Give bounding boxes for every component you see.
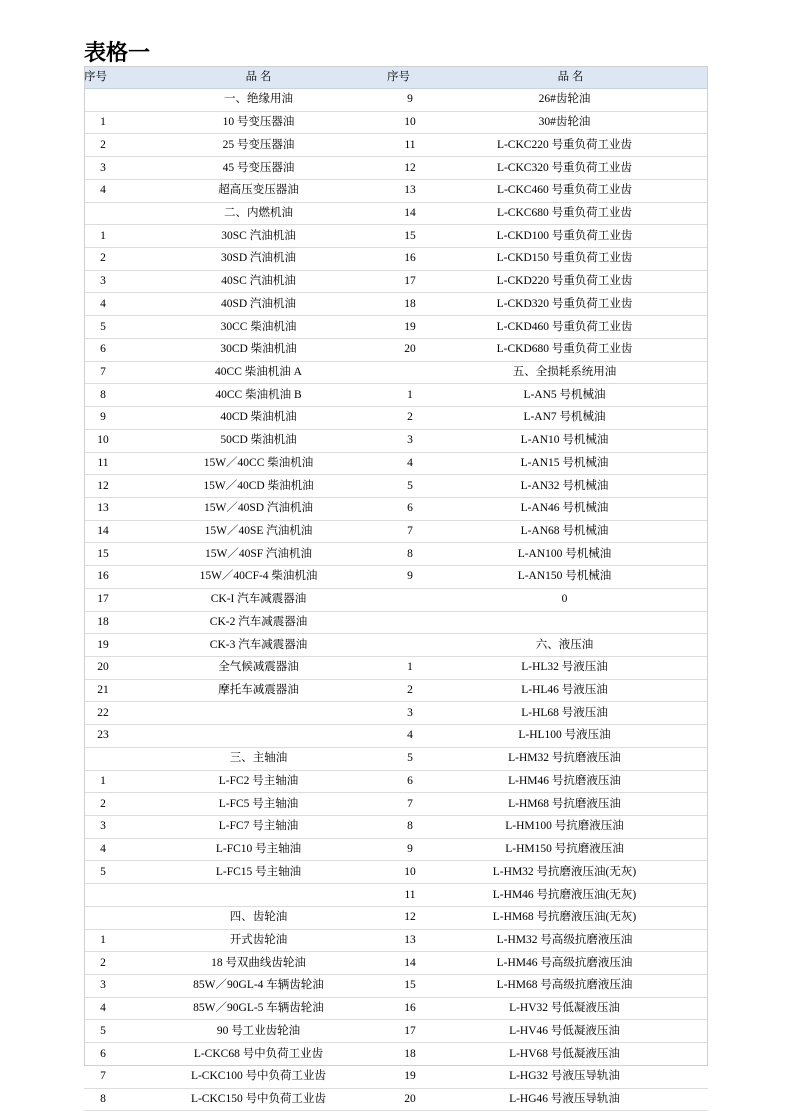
seq-cell-2: 11 [387,134,433,157]
seq-cell-2: 7 [387,520,433,543]
table-row [84,543,708,566]
name-cell-2: L-HG32 号液压导轨油 [433,1065,708,1088]
table-row [84,179,708,202]
seq-cell: 5 [84,861,130,884]
header-name-2: 品 名 [433,67,708,89]
seq-cell: 8 [84,1088,130,1111]
seq-cell-2 [387,611,433,634]
name-cell-2: L-HM32 号高级抗磨液压油 [433,929,708,952]
seq-cell-2: 6 [387,770,433,793]
name-cell-2: L-HM32 号抗磨液压油 [433,747,708,770]
name-cell: L-CKC100 号中负荷工业齿 [130,1065,387,1088]
seq-cell-2: 17 [387,1020,433,1043]
name-cell: 30CD 柴油机油 [130,338,387,361]
name-cell: 15W／40CC 柴油机油 [130,452,387,475]
seq-cell: 1 [84,770,130,793]
seq-cell-2: 11 [387,884,433,907]
seq-cell: 18 [84,611,130,634]
seq-cell-2: 5 [387,475,433,498]
name-cell-2: L-HM32 号抗磨液压油(无灰) [433,861,708,884]
seq-cell-2 [387,361,433,384]
seq-cell-2: 1 [387,384,433,407]
name-cell-2: 26#齿轮油 [433,89,708,112]
table-row [84,679,708,702]
seq-cell: 13 [84,497,130,520]
name-cell: 18 号双曲线齿轮油 [130,952,387,975]
seq-cell-2: 14 [387,202,433,225]
name-cell-2: L-CKD220 号重负荷工业齿 [433,270,708,293]
seq-cell: 22 [84,702,130,725]
name-cell-2: L-HM46 号高级抗磨液压油 [433,952,708,975]
name-cell-2: L-HG46 号液压导轨油 [433,1088,708,1111]
name-cell: 30SD 汽油机油 [130,248,387,271]
name-cell: L-FC7 号主轴油 [130,816,387,839]
seq-cell: 9 [84,407,130,430]
name-cell-2: L-HV32 号低凝液压油 [433,997,708,1020]
seq-cell [84,89,130,112]
name-cell-2: L-HM68 号抗磨液压油(无灰) [433,906,708,929]
seq-cell: 1 [84,111,130,134]
seq-cell-2: 9 [387,838,433,861]
table-row [84,952,708,975]
seq-cell: 3 [84,157,130,180]
name-cell-2: L-HM68 号抗磨液压油 [433,793,708,816]
seq-cell: 7 [84,1065,130,1088]
name-cell-2: L-AN68 号机械油 [433,520,708,543]
seq-cell-2: 20 [387,1088,433,1111]
seq-cell: 4 [84,838,130,861]
name-cell: 40SC 汽油机油 [130,270,387,293]
seq-cell: 2 [84,793,130,816]
name-cell-2: L-AN10 号机械油 [433,429,708,452]
name-cell: 15W／40CF-4 柴油机油 [130,566,387,589]
seq-cell-2: 4 [387,725,433,748]
name-cell: 45 号变压器油 [130,157,387,180]
table-row [84,838,708,861]
name-cell-2: L-HM68 号高级抗磨液压油 [433,975,708,998]
table-row [84,384,708,407]
name-cell-2: L-CKD100 号重负荷工业齿 [433,225,708,248]
name-cell-2: L-HM150 号抗磨液压油 [433,838,708,861]
table-row [84,429,708,452]
name-cell-2: L-CKD150 号重负荷工业齿 [433,248,708,271]
seq-cell: 4 [84,293,130,316]
seq-cell-2: 9 [387,89,433,112]
table-row [84,316,708,339]
table-row [84,634,708,657]
name-cell-2: L-AN32 号机械油 [433,475,708,498]
table-row [84,225,708,248]
seq-cell-2: 18 [387,1043,433,1066]
table-row [84,702,708,725]
name-cell: CK-3 汽车减震器油 [130,634,387,657]
seq-cell: 8 [84,384,130,407]
name-cell: CK-I 汽车减震器油 [130,588,387,611]
name-cell: 15W／40SF 汽油机油 [130,543,387,566]
seq-cell-2: 20 [387,338,433,361]
seq-cell: 15 [84,543,130,566]
table-row [84,906,708,929]
name-cell-2: L-AN15 号机械油 [433,452,708,475]
seq-cell: 16 [84,566,130,589]
name-cell-2: L-HM100 号抗磨液压油 [433,816,708,839]
name-cell-2: L-HV68 号低凝液压油 [433,1043,708,1066]
seq-cell: 4 [84,179,130,202]
header-seq: 序号 [84,67,130,89]
name-cell [130,702,387,725]
seq-cell [84,884,130,907]
seq-cell-2: 15 [387,225,433,248]
table-row [84,89,708,112]
table-row [84,111,708,134]
seq-cell: 17 [84,588,130,611]
seq-cell-2 [387,588,433,611]
table-header-row [84,67,708,89]
seq-cell: 2 [84,952,130,975]
table-row [84,293,708,316]
seq-cell-2 [387,634,433,657]
name-cell: L-FC2 号主轴油 [130,770,387,793]
seq-cell-2: 3 [387,429,433,452]
name-cell: 40SD 汽油机油 [130,293,387,316]
seq-cell-2: 7 [387,793,433,816]
seq-cell-2: 12 [387,906,433,929]
table-row [84,975,708,998]
seq-cell-2: 16 [387,248,433,271]
name-cell-2: L-CKD320 号重负荷工业齿 [433,293,708,316]
table-row [84,157,708,180]
seq-cell: 6 [84,1043,130,1066]
name-cell: L-FC5 号主轴油 [130,793,387,816]
table-row [84,725,708,748]
name-cell: 15W／40SD 汽油机油 [130,497,387,520]
table-row [84,407,708,430]
seq-cell [84,202,130,225]
table-row [84,884,708,907]
seq-cell-2: 15 [387,975,433,998]
seq-cell: 10 [84,429,130,452]
seq-cell-2: 1 [387,656,433,679]
seq-cell: 3 [84,816,130,839]
name-cell: 全气候减震器油 [130,656,387,679]
name-cell-2: L-CKC320 号重负荷工业齿 [433,157,708,180]
name-cell-2: L-AN100 号机械油 [433,543,708,566]
table-row [84,770,708,793]
name-cell: 摩托车减震器油 [130,679,387,702]
table-row [84,997,708,1020]
page-title: 表格一 [84,41,151,66]
name-cell-2: L-HM46 号抗磨液压油(无灰) [433,884,708,907]
seq-cell: 19 [84,634,130,657]
name-cell: 30CC 柴油机油 [130,316,387,339]
seq-cell: 4 [84,997,130,1020]
seq-cell-2: 10 [387,861,433,884]
name-cell: 40CC 柴油机油 B [130,384,387,407]
table-row [84,1088,708,1111]
seq-cell-2: 16 [387,997,433,1020]
name-cell: L-FC15 号主轴油 [130,861,387,884]
name-cell: 90 号工业齿轮油 [130,1020,387,1043]
table-row [84,1020,708,1043]
name-cell-2: L-HM46 号抗磨液压油 [433,770,708,793]
seq-cell-2: 8 [387,816,433,839]
name-cell: 85W／90GL-5 车辆齿轮油 [130,997,387,1020]
name-cell-2: L-HL32 号液压油 [433,656,708,679]
table-row [84,1065,708,1088]
name-cell: 10 号变压器油 [130,111,387,134]
seq-cell-2: 10 [387,111,433,134]
name-cell-2: L-CKD680 号重负荷工业齿 [433,338,708,361]
seq-cell: 21 [84,679,130,702]
name-cell-2: L-HV46 号低凝液压油 [433,1020,708,1043]
name-cell-2: L-CKC460 号重负荷工业齿 [433,179,708,202]
name-cell-2: L-AN46 号机械油 [433,497,708,520]
table-row [84,475,708,498]
name-cell: L-FC10 号主轴油 [130,838,387,861]
seq-cell: 3 [84,975,130,998]
name-cell: 40CD 柴油机油 [130,407,387,430]
table-row [84,1043,708,1066]
seq-cell: 20 [84,656,130,679]
name-cell [130,725,387,748]
seq-cell: 3 [84,270,130,293]
table-row [84,588,708,611]
table-row [84,520,708,543]
name-cell: 15W／40CD 柴油机油 [130,475,387,498]
table-row [84,270,708,293]
seq-cell: 1 [84,225,130,248]
seq-cell-2: 8 [387,543,433,566]
name-cell-2: L-CKC220 号重负荷工业齿 [433,134,708,157]
table-row [84,452,708,475]
name-cell: 一、绝缘用油 [130,89,387,112]
name-cell-2: 六、液压油 [433,634,708,657]
seq-cell: 2 [84,134,130,157]
seq-cell-2: 4 [387,452,433,475]
seq-cell-2: 19 [387,316,433,339]
seq-cell: 5 [84,1020,130,1043]
seq-cell: 5 [84,316,130,339]
seq-cell: 23 [84,725,130,748]
seq-cell [84,906,130,929]
name-cell [130,884,387,907]
name-cell: 三、主轴油 [130,747,387,770]
seq-cell: 1 [84,929,130,952]
name-cell-2: 30#齿轮油 [433,111,708,134]
seq-cell-2: 2 [387,407,433,430]
seq-cell-2: 17 [387,270,433,293]
seq-cell-2: 6 [387,497,433,520]
name-cell-2: L-HL100 号液压油 [433,725,708,748]
name-cell-2: L-AN7 号机械油 [433,407,708,430]
table-row [84,861,708,884]
name-cell: CK-2 汽车减震器油 [130,611,387,634]
table-row [84,747,708,770]
seq-cell-2: 3 [387,702,433,725]
header-name: 品 名 [130,67,387,89]
table-row [84,361,708,384]
name-cell-2: 0 [433,588,708,611]
seq-cell [84,747,130,770]
seq-cell: 2 [84,248,130,271]
name-cell-2: L-CKC680 号重负荷工业齿 [433,202,708,225]
name-cell-2: L-HL46 号液压油 [433,679,708,702]
seq-cell-2: 12 [387,157,433,180]
table-row [84,929,708,952]
table-row [84,202,708,225]
name-cell: 二、内燃机油 [130,202,387,225]
seq-cell-2: 13 [387,179,433,202]
table-row [84,248,708,271]
seq-cell: 7 [84,361,130,384]
name-cell: 15W／40SE 汽油机油 [130,520,387,543]
name-cell: 40CC 柴油机油 A [130,361,387,384]
seq-cell-2: 14 [387,952,433,975]
product-table [84,66,708,1111]
name-cell-2: L-AN150 号机械油 [433,566,708,589]
name-cell: 50CD 柴油机油 [130,429,387,452]
name-cell: 85W／90GL-4 车辆齿轮油 [130,975,387,998]
seq-cell: 6 [84,338,130,361]
name-cell: L-CKC150 号中负荷工业齿 [130,1088,387,1111]
name-cell: 四、齿轮油 [130,906,387,929]
name-cell: 超高压变压器油 [130,179,387,202]
table-row [84,656,708,679]
name-cell-2 [433,611,708,634]
table-row [84,816,708,839]
name-cell-2: L-AN5 号机械油 [433,384,708,407]
seq-cell-2: 5 [387,747,433,770]
seq-cell: 12 [84,475,130,498]
name-cell-2: 五、全损耗系统用油 [433,361,708,384]
name-cell: 30SC 汽油机油 [130,225,387,248]
name-cell-2: L-CKD460 号重负荷工业齿 [433,316,708,339]
seq-cell: 14 [84,520,130,543]
seq-cell: 11 [84,452,130,475]
header-seq-2: 序号 [387,67,433,89]
table-row [84,793,708,816]
seq-cell-2: 18 [387,293,433,316]
table-row [84,611,708,634]
seq-cell-2: 9 [387,566,433,589]
table-row [84,338,708,361]
table-row [84,497,708,520]
table-row [84,566,708,589]
name-cell-2: L-HL68 号液压油 [433,702,708,725]
name-cell: 开式齿轮油 [130,929,387,952]
name-cell: L-CKC68 号中负荷工业齿 [130,1043,387,1066]
table-row [84,134,708,157]
seq-cell-2: 19 [387,1065,433,1088]
name-cell: 25 号变压器油 [130,134,387,157]
seq-cell-2: 2 [387,679,433,702]
seq-cell-2: 13 [387,929,433,952]
